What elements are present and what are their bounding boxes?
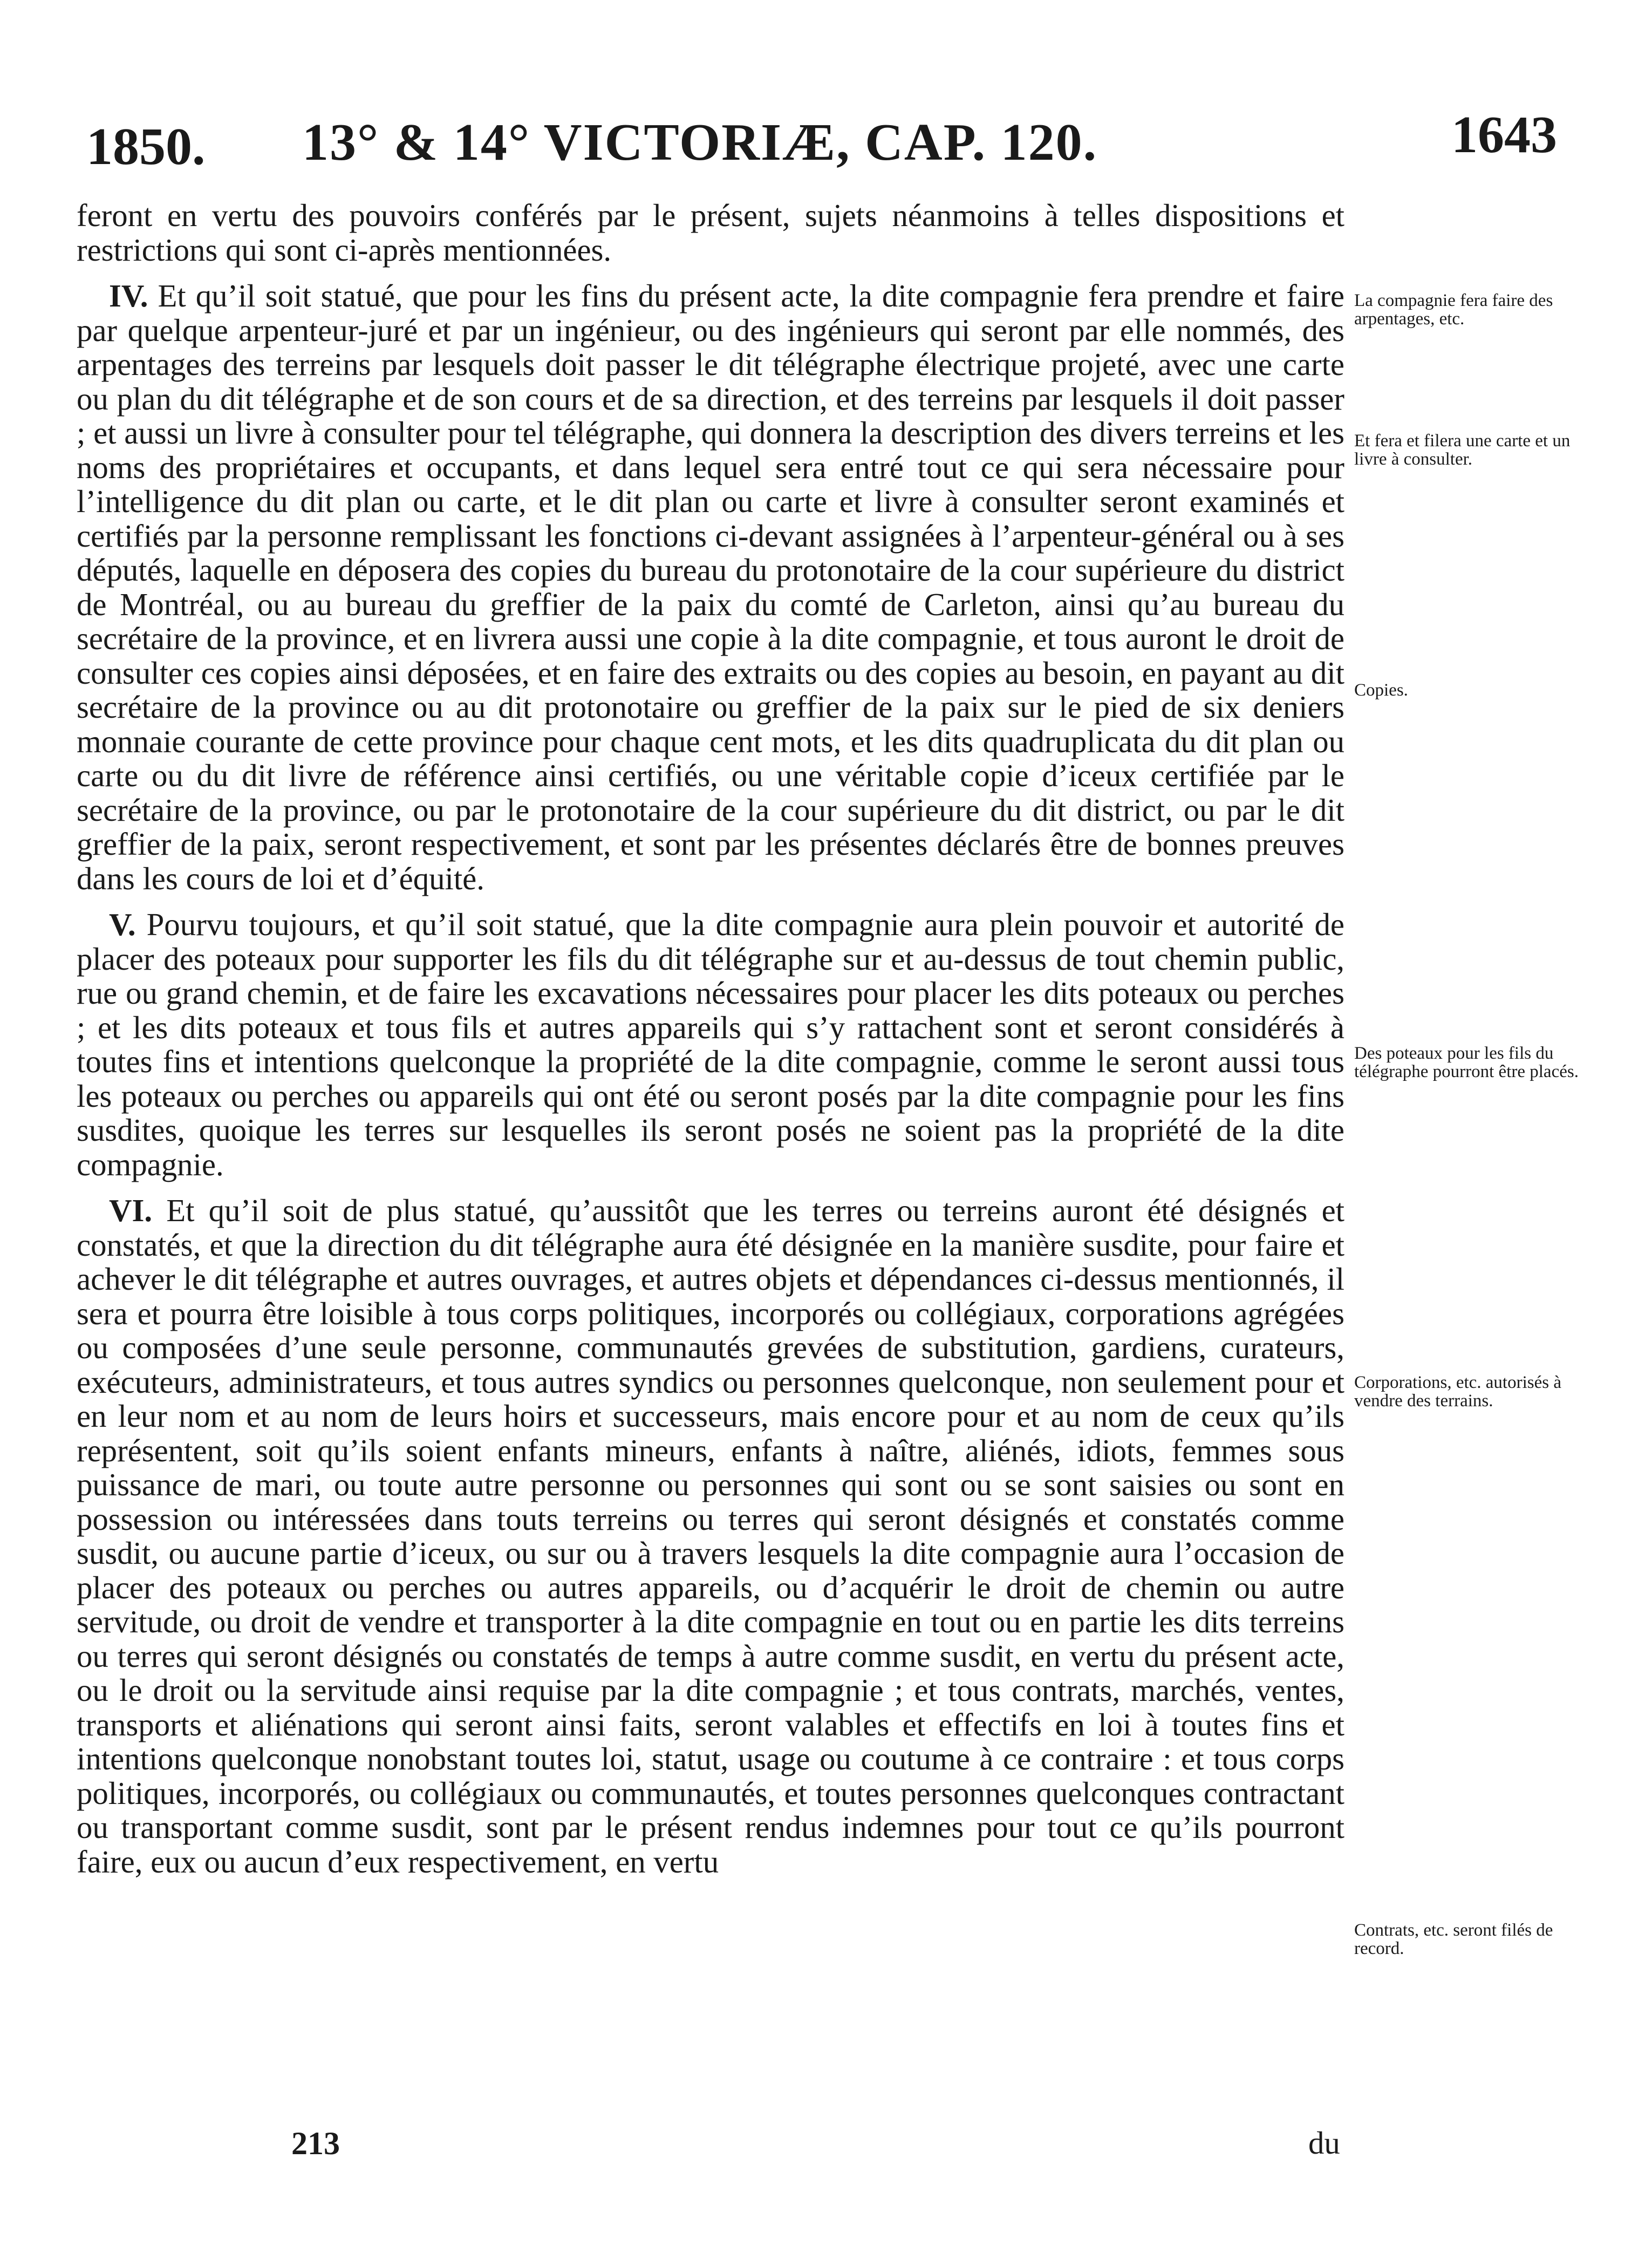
catchword: du <box>1308 2126 1340 2161</box>
margin-note: Copies. <box>1354 680 1408 700</box>
margin-note: Des poteaux pour les fils du télégraphe pourront être placés. <box>1354 1044 1579 1081</box>
header-title: 13° & 14° VICTORIÆ, CAP. 120. <box>302 113 1098 172</box>
page-footer <box>0 2125 1652 2168</box>
header-year: 1850. <box>86 118 206 176</box>
section-vi <box>77 1194 1344 1879</box>
main-text <box>77 199 1344 1879</box>
section-v-text: Pourvu toujours, et qu’il soit statué, que la dite compagnie aura plein pouvoir et autorité de placer des poteaux pour supporter les fils du dit télégraphe sur et au-dessus de tout chemin public, rue ou grand chemin, et de faire les excavations nécessaires pour placer les dits poteaux ou perches ; et les dits poteaux et tous fils et autres appareils qui s’y rattachent sont et seront considérés à toutes fins et intentions quelconque la propriété de la dite compagnie, comme le seront aussi tous les poteaux ou perches ou appareils qui ont été ou seront posés par la dite compagnie pour les fins susdites, quoique les terres sur lesquelles ils seront posés ne soient pas la propriété de la dite compagnie. <box>77 907 1344 1182</box>
intro-paragraph: feront en vertu des pouvoirs conférés par le présent, sujets néanmoins à telles dispositions et restrictions qui sont ci-après mentionnées. <box>77 198 1344 268</box>
section-iv-text: Et qu’il soit statué, que pour les fins du présent acte, la dite compagnie fera prendre et faire par quelque arpenteur-juré et par un ingénieur, ou des ingénieurs qui seront par elle nommés, des arpentages des terreins par lesquels doit passer le dit télégraphe électrique projeté, avec une carte ou plan du dit télégraphe et de son cours et de sa direction, et des terreins par lesquels il doit passer ; et aussi un livre à consulter pour tel télégraphe, qui donnera la description des divers terreins et les noms des propriétaires et occupants, et dans lequel sera entré tout ce qui sera nécessaire pour l’intelligence du dit plan ou carte, et le dit plan ou carte et livre à consulter seront examinés et certifiés par la personne remplissant les fonctions ci-devant assignées à l’arpenteur-général ou à ses députés, laquelle en déposera des copies du bureau du protonotaire de la cour supérieure du district de Montréal, ou au bureau du greffier de la paix du comté de Carleton, ainsi qu’au bureau du secrétaire de la province, et en livrera aussi une copie à la dite compagnie, et tous auront le droit de consulter ces copies ainsi déposées, et en faire des extraits ou des copies au besoin, en payant au dit secrétaire de la province ou au dit protonotaire ou greffier de la paix sur le pied de six deniers monnaie courante de cette province pour chaque cent mots, et les dits quadruplicata du dit plan ou carte ou du dit livre de référence ainsi certifiés, ou une véritable copie d’iceux certifiée par le secrétaire de la province, ou par le protonotaire de la cour supérieure du dit district, ou par le dit greffier de la paix, seront respectivement, et sont par les présentes déclarés être de bonnes preuves dans les cours de loi et d’équité. <box>77 278 1344 896</box>
margin-note: Contrats, etc. seront filés de record. <box>1354 1921 1553 1958</box>
margin-note: Et fera et filera une carte et un livre à consulter. <box>1354 431 1571 469</box>
section-vi-text: Et qu’il soit de plus statué, qu’aussitôt que les terres ou terreins auront été désignés et constatés, et que la direction du dit télégraphe aura été désignée en la manière susdite, pour faire et achever le dit télégraphe et autres ouvrages, et autres objets et dépendances ci-dessus mentionnés, il sera et pourra être loisible à tous corps politiques, incorporés ou collégiaux, corporations agrégées ou composées d’une seule personne, communautés grevées de substitution, gardiens, curateurs, exécuteurs, administrateurs, et tous autres syndics ou personnes quelconque, non seulement pour et en leur nom et au nom de leurs hoirs et successeurs, mais encore pour et au nom de ceux qu’ils représentent, soit qu’ils soient enfants mineurs, enfants à naître, aliénés, idiots, femmes sous puissance de mari, ou toute autre personne ou personnes qui sont ou se sont saisies ou sont en possession ou intéressées dans touts terreins ou terres qui seront désignés et constatés comme susdit, ou aucune partie d’iceux, ou sur ou à travers lesquels la dite compagnie aura l’occasion de placer des poteaux ou perches ou autres appareils, ou d’acquérir le droit de chemin ou autre servitude, ou droit de vendre et transporter à la dite compagnie en tout ou en partie les dits terreins ou terres qui seront désignés ou constatés de temps à autre comme susdit, en vertu du présent acte, ou le droit ou la servitude ainsi requise par la dite compagnie ; et tous contrats, marchés, ventes, transports et aliénations qui seront ainsi faits, seront valables et effectifs en loi à toutes fins et intentions quelconque nonobstant toutes loi, statut, usage ou coutume à ce contraire : et tous corps politiques, incorporés, ou collégiaux ou communautés, et toutes personnes quelconques contractant ou transportant comme susdit, sont par le présent rendus indemnes pour tout ce qu’ils pourront faire, eux ou aucun d’eux respectivement, en vertu <box>77 1193 1345 1880</box>
margin-note: La compagnie fera faire des arpentages, etc. <box>1354 291 1553 329</box>
margin-note: Corporations, etc. autorisés à vendre des terrains. <box>1354 1373 1561 1411</box>
section-iv-number: IV. <box>109 278 148 314</box>
page-header <box>0 105 1652 181</box>
section-v-number: V. <box>109 907 136 942</box>
section-vi-number: VI. <box>109 1193 153 1228</box>
signature-mark: 213 <box>291 2126 340 2161</box>
page-number: 1643 <box>1451 106 1557 164</box>
section-v <box>77 908 1344 1182</box>
section-iv <box>77 279 1344 896</box>
